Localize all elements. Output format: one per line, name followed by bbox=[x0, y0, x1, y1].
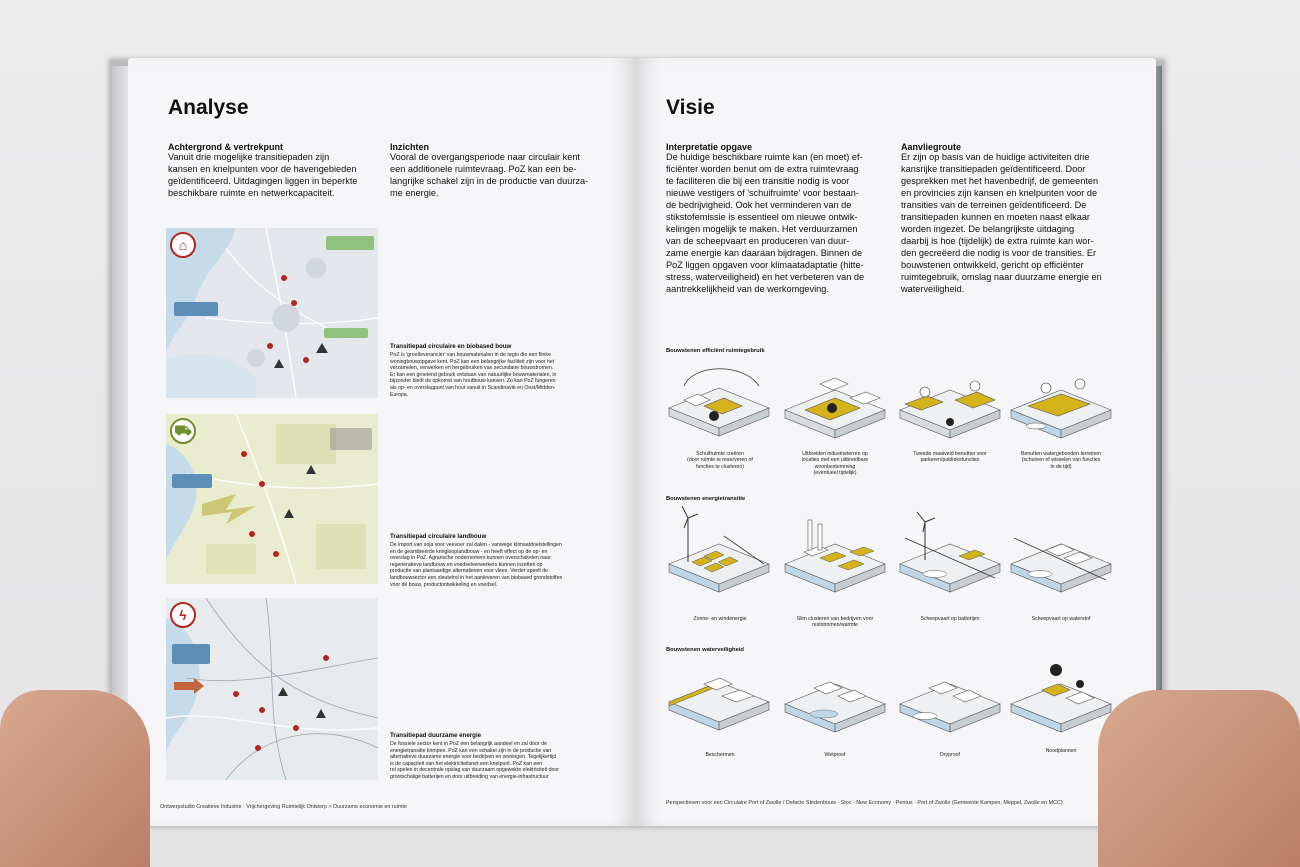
transition-2-title: Transitiepad circulaire landbouw bbox=[390, 533, 487, 540]
caption-expand-industry: Uitbreiden industrieterren op locaties met een uitbreidbare woonbestemming (eventueel tijdelijk) bbox=[801, 451, 869, 477]
transition-2-text: De import van soja voor veevoer zal dalen - vanwege klimaatdoelstellingen en de geambieerde kringlooplandbouw - en heeft effect op de op- en overslag in PoZ. Agrarische ondernemers kunnen overschakelen naar regeneratieve landbouw en voedselverwerkers kunnen inzetten op productie van plantaardige alternatieven voor vlees. Verder speelt de landbouwsector een sleutelrol in het aanleveren van biobased grondstoffen voor de bouw, productontwikkeling en voedsel. bbox=[390, 542, 563, 588]
caption-hydrogen-shipping: Scheepvaart op waterstof bbox=[1031, 616, 1091, 622]
caption-protect: Beschermen bbox=[705, 752, 735, 758]
caption-smart-clusters: Slim clusteren van bedrijven voor reststromen/warmte bbox=[796, 616, 874, 629]
right-col1-text: De huidige beschikbare ruimte kan (en moet) ef- ficiënter worden benut om de extra ruimtevraag te faciliteren die bij een transitie nodig is voor nieuwe vestigers of 'schuifruimte' voor bestaan- de bedrijvigheid. Ook het verminderen van de stikstofemissie is essentieel om nieuwe ontwik- kelingen mogelijk te maken. Het verduurzamen van de scheepvaart en produceren van duur- zame energie kan daaraan bijdragen. Binnen de PoZ liggen opgaven voor klimaatadaptatie (hitte- stress, waterveiligheid) en het verbeteren van de aantrekkelijkheid van de werkomgeving. bbox=[666, 152, 865, 294]
caption-wetproof: Wetproof bbox=[824, 752, 846, 758]
caption-emergency-plans: Noodplannen bbox=[1045, 748, 1077, 754]
transition-1-text: PoZ is 'grootleverancier' van bouwmaterialen in de regio die een flinke woningbouwopgave kent. PoZ kan een belangrijke faciliteit zijn voor het verzamelen, verwerken en hergebruiken van secundaire bouwstromen. Er kan een groeiend gebruik ontstaan van natuurlijke bouwmaterialen, in bijzonder biedt de opkomst van houtbouw kansen. Zo kan PoZ fungeren als op- en overslagpunt van hout vanuit in Scandinavië en Oost/Midden- Europa. bbox=[390, 352, 557, 398]
transition-3-text: De fossiele sector kent in PoZ een belangrijk aandeel en zal door de energietransitie krimpen. PoZ kan een schakel zijn in de productie van alternatieve duurzame energie voor bedrijven en woningen. Tegelijkertijd is de capaciteit van het elektriciteitsnet een knelpunt. PoZ kan een rol spelen in decentrale opslag van duurzaam opgewekte elektriciteit door grootschalige batterijen en door uitbreiding van energie-infrastructuur bbox=[390, 741, 559, 780]
left-page-title: Analyse bbox=[168, 96, 249, 119]
lightning-icon: ϟ bbox=[170, 602, 196, 628]
map-circular-construction bbox=[166, 228, 378, 398]
iso-protect bbox=[664, 662, 774, 742]
iso-emergency-plans bbox=[1006, 660, 1116, 744]
iso-solar-wind bbox=[664, 506, 774, 601]
right-hand bbox=[1098, 690, 1300, 867]
caption-waterfront-sites: Benutten watergebonden terreinen (schuiven of wisselen van functies in de tijd) bbox=[1021, 451, 1101, 470]
caption-battery-shipping: Scheepvaart op batterijen bbox=[920, 616, 980, 622]
transition-3-title: Transitiepad duurzame energie bbox=[390, 732, 482, 739]
section-efficient-space-label: Bouwstenen efficiënt ruimtegebruik bbox=[666, 348, 765, 354]
tractor-icon: ⛟ bbox=[170, 418, 196, 444]
left-col2-heading: Inzichten bbox=[390, 142, 430, 152]
caption-solar-wind: Zonne- en windenergie bbox=[693, 616, 747, 622]
right-col2-heading: Aanvliegroute bbox=[901, 142, 962, 152]
left-footer: Ontwerpstudio Creatieve Industrie · Vrijchergeving Ruimtelijk Ontwerp > Duurzame economie en ruimte bbox=[160, 804, 407, 810]
iso-waterfront-sites bbox=[1006, 370, 1116, 450]
iso-expand-industry bbox=[780, 370, 890, 450]
iso-second-ground-level bbox=[895, 370, 1005, 450]
section-water-label: Bouwstenen waterveiligheid bbox=[666, 647, 744, 653]
iso-dryproof bbox=[895, 664, 1005, 744]
iso-smart-clusters bbox=[780, 512, 890, 602]
left-col2-text: Vooral de overgangsperiode naar circulair kent een additionele ruimtevraag. PoZ kan een be- langrijke schakel zijn in de productie van duurza- me energie. bbox=[390, 152, 589, 198]
caption-dryproof: Dryproof bbox=[940, 752, 960, 758]
caption-shift-space: Schuifruimte creëren (door ruimte te reserveren of functies te clusteren) bbox=[687, 451, 753, 470]
caption-second-ground-level: Tweede maaiveld benutten voor parkeren/publieksfuncties bbox=[913, 451, 987, 464]
left-col1-heading: Achtergrond & vertrekpunt bbox=[168, 142, 284, 152]
house-icon: ⌂ bbox=[170, 232, 196, 258]
iso-battery-shipping bbox=[895, 508, 1005, 603]
iso-wetproof bbox=[780, 664, 890, 744]
iso-hydrogen-shipping bbox=[1006, 510, 1116, 600]
left-col1-text: Vanuit drie mogelijke transitiepaden zijn kansen en knelpunten voor de havengebieden geïdentificeerd. Uitdagingen liggen in beperkte beschikbare ruimte en netwerkcapaciteit. bbox=[168, 152, 358, 198]
iso-shift-space bbox=[664, 358, 774, 448]
section-energy-label: Bouwstenen energietransitie bbox=[666, 496, 746, 502]
map-sustainable-energy bbox=[166, 598, 378, 780]
right-page-title: Visie bbox=[666, 96, 715, 119]
left-hand bbox=[0, 690, 150, 867]
map-circular-agriculture bbox=[166, 414, 378, 584]
right-col2-text: Er zijn op basis van de huidige activiteiten drie kansrijke transitiepaden geïdentificeerd. Door gesprekken met het havenbedrijf, de gemeenten en provincies zijn kansen en knelpunten voor de transities van de terreinen geïdentificeerd. De transitiepaden kunnen en moeten naast elkaar worden ingezet. De belangrijkste uitdaging daarbij is hoe (tijdelijk) de extra ruimte kan wor- den gecreëerd die nodig is voor de transities. Er bouwstenen ontwikkeld, gericht op efficiënter ruimtegebruik, omslag naar duurzame energie en waterveiligheid. bbox=[901, 152, 1102, 294]
right-footer: Perspectieven voor een Circulaire Port of Zwolle / Defacto Stedenbouw · Stoc · New Economy · Pentus · Port of Zwolle (Gemeente Kampen, Meppel, Zwolle en MCC) bbox=[666, 800, 1063, 806]
transition-1-title: Transitiepad circulaire en biobased bouw bbox=[390, 343, 512, 350]
right-col1-heading: Interpretatie opgave bbox=[666, 142, 753, 152]
